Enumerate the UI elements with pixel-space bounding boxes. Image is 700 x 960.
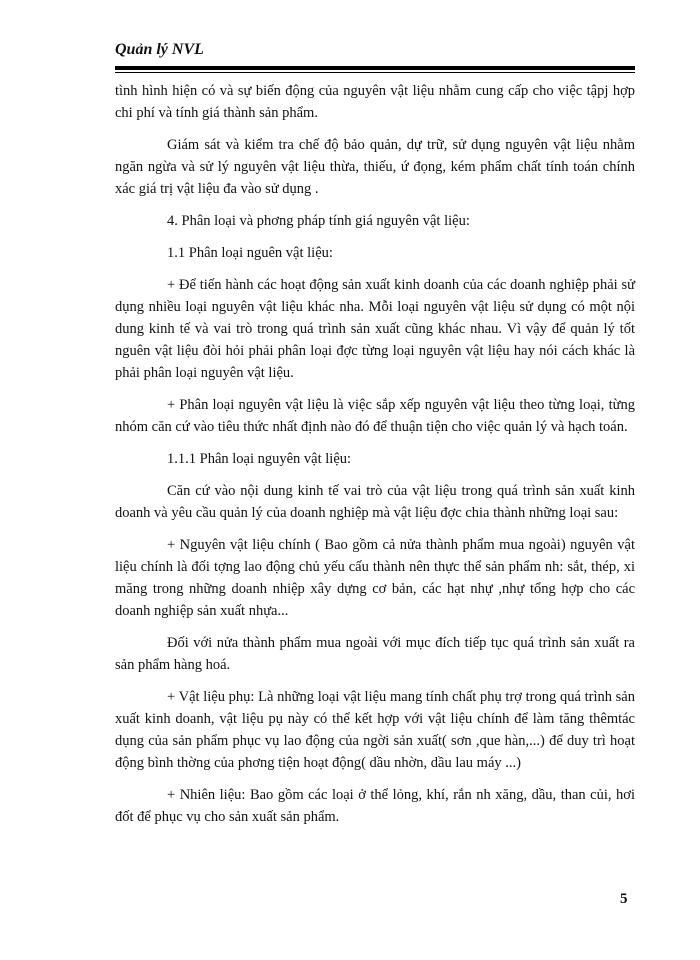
page-number: 5 [620,891,628,907]
paragraph-semi-finished: Đối với nửa thành phẩm mua ngoài với mục đích tiếp tục quá trình sản xuất ra sản phẩm hàng hoá. [115,635,635,673]
paragraph-classification-definition: + Phân loại nguyên vật liệu là việc sắp xếp nguyên vật liệu theo từng loại, từng nhóm căn cứ vào tiêu thức nhất định nào đó để thuận tiện cho việc quản lý và hạch toán. [115,397,635,435]
section-heading-1-1: 1.1 Phân loại nguên vật liệu: [167,245,333,261]
paragraph-supervision: Giám sát và kiểm tra chế độ bảo quản, dự trữ, sử dụng nguyên vật liệu nhằm ngăn ngừa và sử lý nguyên vật liệu thừa, thiếu, ứ đọng, kém phẩm chất tính toán chính xác giá trị vật liệu đa vào sử dụng . [115,137,635,197]
paragraph-auxiliary-materials: + Vật liệu phụ: Là những loại vật liệu mang tính chất phụ trợ trong quá trình sản xuất kinh doanh, vật liệu pụ này có thể kết hợp với vật liệu chính để làm tăng thêmtác dụng của sản phẩm phục vụ lao động của ngời sản xuất( sơn ,que hàn,...) để duy trì hoạt động bình thờng của phơng tiện hoạt động( dầu nhờn, dầu lau máy ...) [115,689,635,771]
section-heading-4: 4. Phân loại và phơng pháp tính giá nguyên vật liệu: [167,213,470,229]
page-header [115,40,635,73]
paragraph-continuation: tình hình hiện có và sự biến động của nguyên vật liệu nhằm cung cấp cho việc tậpj hợp chi phí và tính giá thành sản phẩm. [115,83,635,121]
paragraph-fuel: + Nhiên liệu: Bao gồm các loại ở thể lỏng, khí, rắn nh xăng, dầu, than củi, hơi đốt để phục vụ cho sản xuất sản phẩm. [115,787,635,825]
document-body [115,80,635,838]
paragraph-need-classification: + Để tiến hành các hoạt động sản xuất kinh doanh của các doanh nghiệp phải sử dụng nhiều loại nguyên vật liệu khác nha. Mỗi loại nguyên vật liệu sử dụng có một nội dung kinh tế và vai trò trong quá trình sản xuất cũng khác nhau. Vì vậy để quản lý tốt nguên vật liệu đòi hỏi phải phân loại đợc từng loại nguyên vật liệu hay nói cách khác là phải phân loại nguyên vật liệu. [115,277,635,381]
header-title: Quản lý NVL [115,41,204,58]
paragraph-basis: Căn cứ vào nội dung kinh tế vai trò của vật liệu trong quá trình sản xuất kinh doanh và yêu cầu quản lý của doanh nghiệp mà vật liệu đợc chia thành những loại sau: [115,483,635,521]
section-heading-1-1-1: 1.1.1 Phân loại nguyên vật liệu: [167,451,352,467]
paragraph-main-materials: + Nguyên vật liệu chính ( Bao gồm cả nửa thành phẩm mua ngoài) nguyên vật liệu chính là đối tợng lao động chủ yếu cấu thành nên thực thể sản phẩm nh: sắt, thép, xi măng trong những doanh nhiệp xây dựng cơ bản, các hạt nhự ,nhự tổng hợp cho các doanh nghiệp sản xuất nhựa... [115,537,635,619]
header-rule [115,66,635,73]
